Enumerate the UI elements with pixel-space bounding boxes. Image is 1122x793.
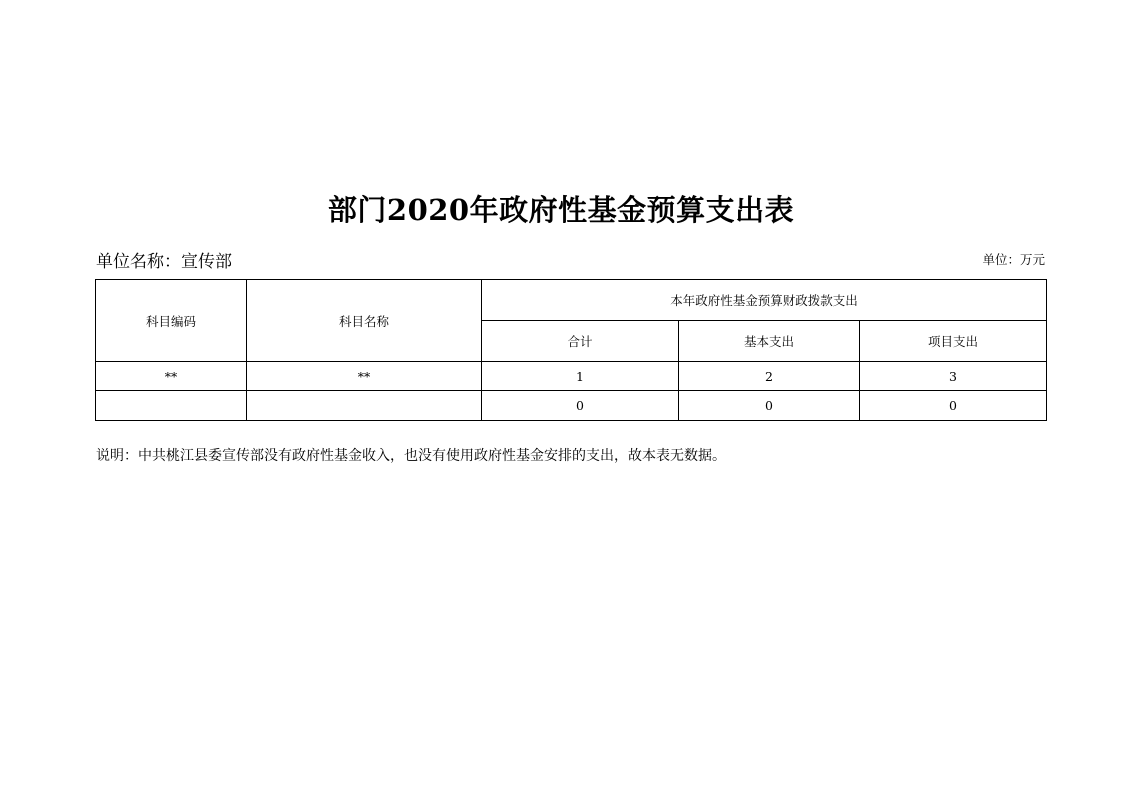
page-title: 部门2020年政府性基金预算支出表 xyxy=(327,193,795,227)
cell-code xyxy=(96,391,247,421)
cell-name: ** xyxy=(247,362,482,391)
header-basic-expenditure: 基本支出 xyxy=(679,321,860,362)
unit-measure-label: 单位：万元 xyxy=(982,252,1045,267)
header-project-expenditure: 项目支出 xyxy=(860,321,1047,362)
cell-total: 1 xyxy=(482,362,679,391)
cell-total: 0 xyxy=(482,391,679,421)
explanation-note: 说明：中共桃江县委宣传部没有政府性基金收入，也没有使用政府性基金安排的支出，故本表无数据。 xyxy=(96,448,726,464)
cell-basic: 2 xyxy=(679,362,860,391)
cell-code: ** xyxy=(96,362,247,391)
table-row xyxy=(96,391,1047,421)
cell-project: 3 xyxy=(860,362,1047,391)
budget-table xyxy=(95,279,1047,421)
unit-name-label: 单位名称：宣传部 xyxy=(96,252,232,272)
cell-basic: 0 xyxy=(679,391,860,421)
header-fund-expenditure-group: 本年政府性基金预算财政拨款支出 xyxy=(482,280,1047,321)
header-subject-name: 科目名称 xyxy=(247,280,482,362)
cell-project: 0 xyxy=(860,391,1047,421)
header-subject-code: 科目编码 xyxy=(96,280,247,362)
header-total: 合计 xyxy=(482,321,679,362)
table-header-row xyxy=(96,280,1047,321)
cell-name xyxy=(247,391,482,421)
table-row xyxy=(96,362,1047,391)
